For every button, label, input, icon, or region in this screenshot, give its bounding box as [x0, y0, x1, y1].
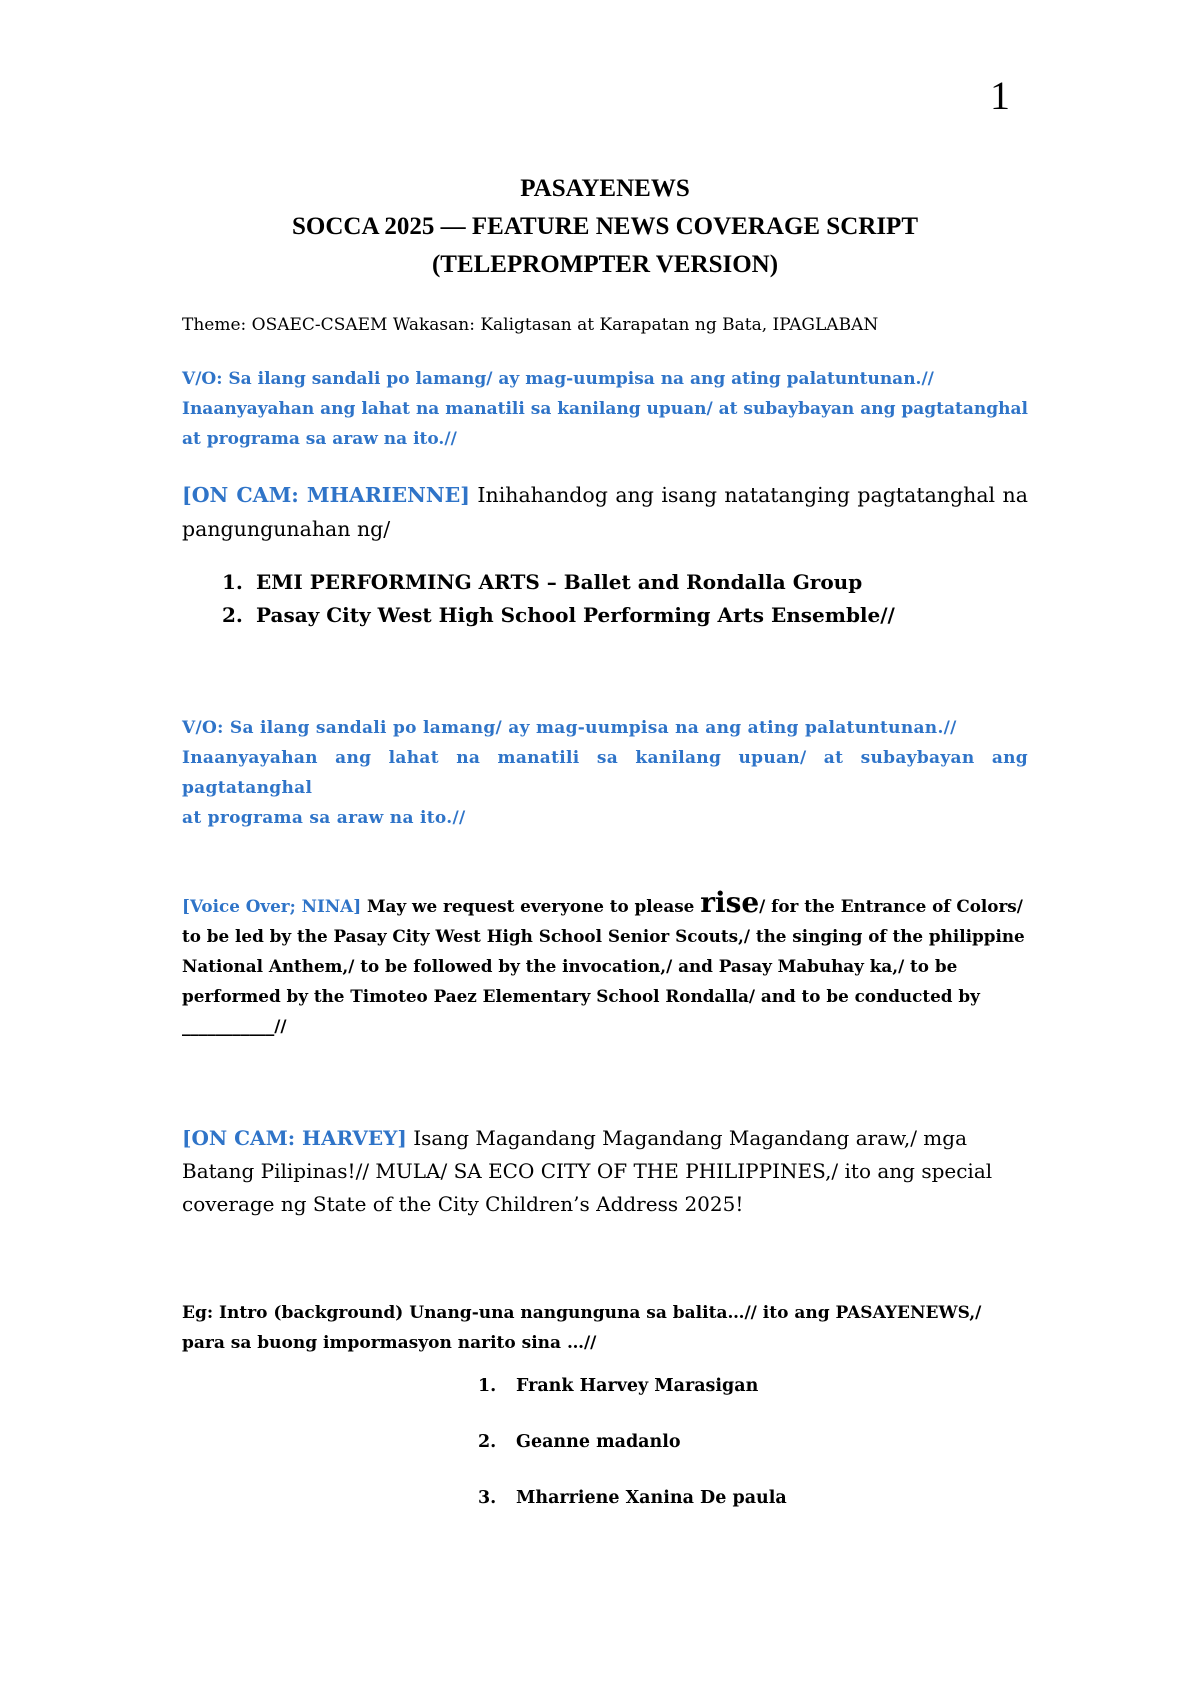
voice-over-block-2 [182, 713, 1028, 833]
header-subtitle: SOCCA 2025 — FEATURE NEWS COVERAGE SCRIPT [291, 213, 918, 240]
list-item [222, 566, 895, 599]
voice-over-block-1 [182, 364, 1028, 454]
example-intro [182, 1298, 1028, 1358]
list-number: 3. [478, 1488, 497, 1508]
list-number: 1. [478, 1376, 497, 1396]
vo2-line3: at programa sa araw na ito.// [182, 808, 466, 828]
on-cam-mharienne-tag: [ON CAM: MHARIENNE] [182, 483, 470, 507]
on-cam-harvey-tag: [ON CAM: HARVEY] [182, 1126, 407, 1150]
performers-list [222, 566, 895, 632]
vo2-line2: Inaanyayahan ang lahat na manatili sa kanilang upuan/ at subaybayan ang pagtatanghal [182, 748, 1028, 798]
header-version: (TELEPROMPTER VERSION) [431, 251, 779, 278]
performer-label: Pasay City West High School Performing Arts Ensemble// [256, 603, 895, 627]
theme-line: Theme: OSAEC-CSAEM Wakasan: Kaligtasan at Karapatan ng Bata, IPAGLABAN [182, 315, 879, 335]
host-name: Geanne madanlo [516, 1432, 681, 1452]
host-name: Mharriene Xanina De paula [516, 1488, 787, 1508]
performer-label: EMI PERFORMING ARTS – Ballet and Rondalla Group [256, 570, 863, 594]
example-line2: para sa buong impormasyon narito sina …// [182, 1333, 597, 1353]
list-item [478, 1488, 787, 1544]
on-cam-mharienne-text: Inihahandog ang isang natatanging pagtatanghal na pangungunahan ng/ [182, 483, 1028, 541]
on-cam-harvey-text: Isang Magandang Magandang Magandang araw,/ mga Batang Pilipinas!// MULA/ SA ECO CITY OF THE PHILIPPINES,/ ito ang special coverage ng State of the City Children’s Address 2025! [182, 1126, 993, 1216]
list-number: 2. [478, 1432, 497, 1452]
voice-over-nina-text-after: / for the Entrance of Colors/ to be led by the Pasay City West High School Senior Scouts,/ the singing of the philippine National Anthem,/ to be followed by the invocation,/ and Pasay Mabuhay ka,/ to be performed by the Timoteo Paez Elementary School Rondalla/ and to be conducted by ___________// [182, 896, 1025, 1036]
hosts-list [478, 1376, 787, 1544]
list-number: 1. [222, 570, 243, 594]
on-cam-harvey-paragraph [182, 1122, 1028, 1221]
vo1-line3: at programa sa araw na ito.// [182, 429, 457, 449]
list-number: 2. [222, 603, 243, 627]
header-title: PASAYENEWS [520, 175, 690, 202]
list-item [478, 1376, 787, 1432]
vo1-line2: Inaanyayahan ang lahat na manatili sa kanilang upuan/ at subaybayan ang pagtatanghal [182, 399, 1028, 419]
voice-over-nina-paragraph [182, 888, 1028, 1041]
page-number: 1 [990, 73, 1010, 118]
voice-over-nina-tag: [Voice Over; NINA] [182, 896, 362, 916]
host-name: Frank Harvey Marasigan [516, 1376, 759, 1396]
example-line1: Eg: Intro (background) Unang-una nangunguna sa balita…// ito ang PASAYENEWS,/ [182, 1303, 982, 1323]
rise-emphasis: rise [700, 886, 760, 919]
on-cam-mharienne-paragraph [182, 478, 1028, 546]
list-item [478, 1432, 787, 1488]
script-header [182, 170, 1028, 284]
vo2-line1: V/O: Sa ilang sandali po lamang/ ay mag-uumpisa na ang ating palatuntunan.// [182, 718, 957, 738]
voice-over-nina-text-before: May we request everyone to please [361, 896, 701, 916]
list-item [222, 599, 895, 632]
vo1-line1: V/O: Sa ilang sandali po lamang/ ay mag-uumpisa na ang ating palatuntunan.// [182, 369, 934, 389]
